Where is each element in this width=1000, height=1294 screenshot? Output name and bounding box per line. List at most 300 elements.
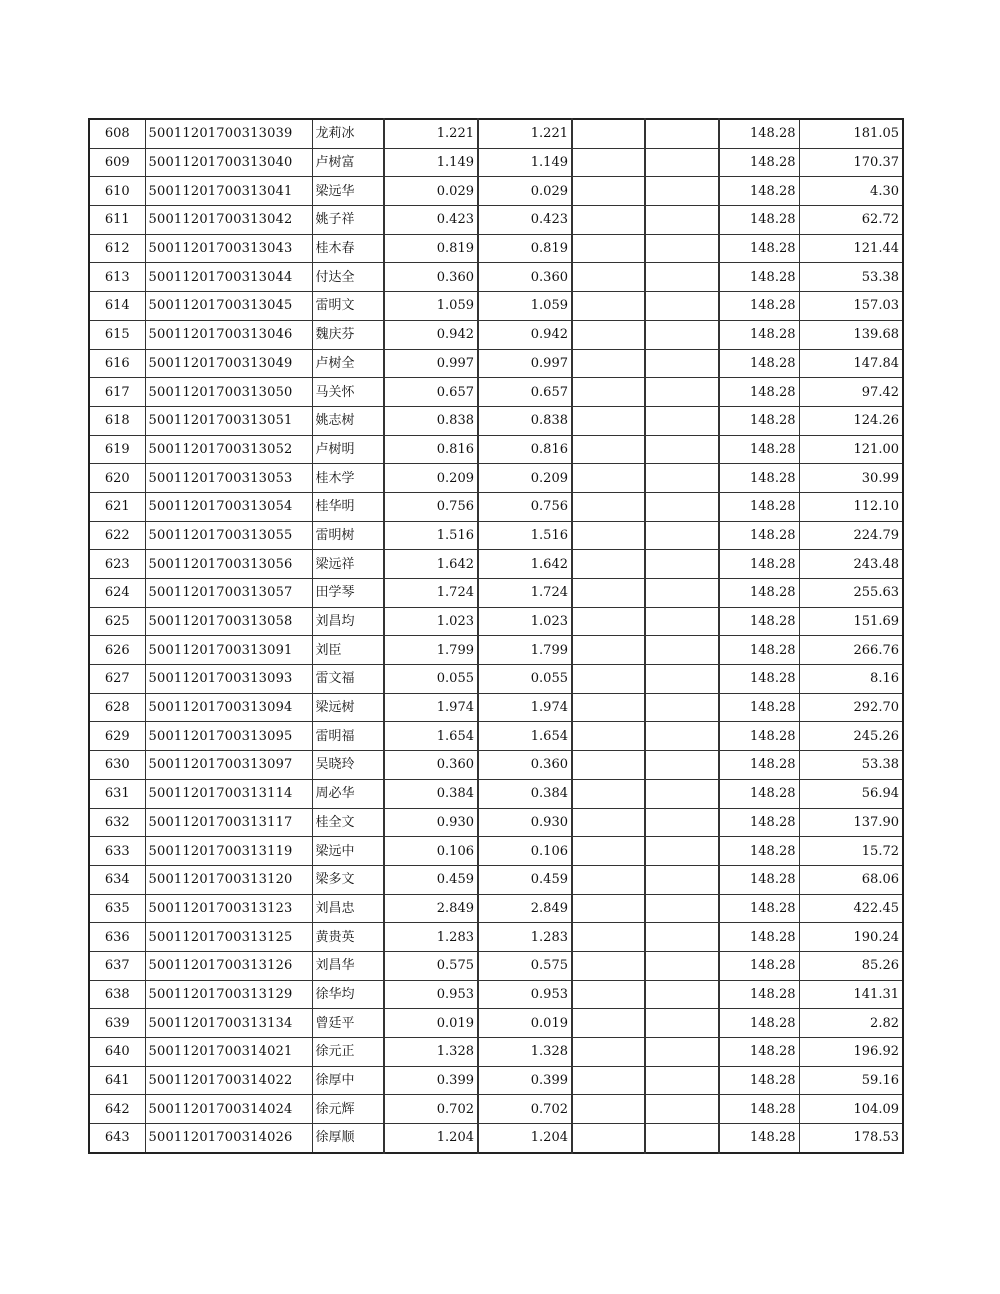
- blank-cell: [572, 1124, 645, 1153]
- amount-cell: 422.45: [799, 894, 903, 923]
- table-row: [89, 1009, 903, 1038]
- name-cell: 付达全: [312, 263, 384, 292]
- unit-price-cell: 148.28: [719, 808, 799, 837]
- blank-cell: [572, 1066, 645, 1095]
- household-id-cell: 50011201700313043: [145, 234, 312, 263]
- table-row: [89, 865, 903, 894]
- area-cell: 1.516: [384, 521, 478, 550]
- row-number-cell: 627: [89, 665, 145, 694]
- table-row: [89, 693, 903, 722]
- unit-price-cell: 148.28: [719, 1066, 799, 1095]
- name-cell: 曾廷平: [312, 1009, 384, 1038]
- amount-cell: 121.00: [799, 435, 903, 464]
- blank-cell: [645, 349, 719, 378]
- table-row: [89, 1066, 903, 1095]
- household-id-cell: 50011201700313093: [145, 665, 312, 694]
- blank-cell: [572, 177, 645, 206]
- table-row: [89, 550, 903, 579]
- table-row: [89, 292, 903, 321]
- row-number-cell: 619: [89, 435, 145, 464]
- area-cell: 0.756: [384, 492, 478, 521]
- household-id-cell: 50011201700313126: [145, 951, 312, 980]
- household-id-cell: 50011201700313055: [145, 521, 312, 550]
- blank-cell: [645, 579, 719, 608]
- confirmed-area-cell: 1.221: [478, 119, 572, 148]
- name-cell: 桂全文: [312, 808, 384, 837]
- blank-cell: [572, 292, 645, 321]
- row-number-cell: 638: [89, 980, 145, 1009]
- area-cell: 1.283: [384, 923, 478, 952]
- blank-cell: [572, 1038, 645, 1067]
- table-row: [89, 808, 903, 837]
- name-cell: 梁远中: [312, 837, 384, 866]
- confirmed-area-cell: 0.106: [478, 837, 572, 866]
- household-id-cell: 50011201700313050: [145, 378, 312, 407]
- household-id-cell: 50011201700313052: [145, 435, 312, 464]
- name-cell: 徐厚顺: [312, 1124, 384, 1153]
- name-cell: 黄贵英: [312, 923, 384, 952]
- unit-price-cell: 148.28: [719, 1009, 799, 1038]
- blank-cell: [645, 1095, 719, 1124]
- unit-price-cell: 148.28: [719, 779, 799, 808]
- table-row: [89, 1038, 903, 1067]
- blank-cell: [645, 1038, 719, 1067]
- area-cell: 1.724: [384, 579, 478, 608]
- amount-cell: 147.84: [799, 349, 903, 378]
- table-row: [89, 1124, 903, 1153]
- unit-price-cell: 148.28: [719, 1124, 799, 1153]
- area-cell: 0.209: [384, 464, 478, 493]
- blank-cell: [572, 579, 645, 608]
- confirmed-area-cell: 0.384: [478, 779, 572, 808]
- amount-cell: 196.92: [799, 1038, 903, 1067]
- amount-cell: 59.16: [799, 1066, 903, 1095]
- confirmed-area-cell: 0.360: [478, 263, 572, 292]
- area-cell: 0.360: [384, 751, 478, 780]
- area-cell: 0.819: [384, 234, 478, 263]
- table-row: [89, 263, 903, 292]
- area-cell: 1.654: [384, 722, 478, 751]
- blank-cell: [645, 751, 719, 780]
- blank-cell: [572, 263, 645, 292]
- amount-cell: 224.79: [799, 521, 903, 550]
- row-number-cell: 637: [89, 951, 145, 980]
- confirmed-area-cell: 1.023: [478, 607, 572, 636]
- blank-cell: [572, 320, 645, 349]
- area-cell: 0.384: [384, 779, 478, 808]
- blank-cell: [572, 550, 645, 579]
- household-id-cell: 50011201700314026: [145, 1124, 312, 1153]
- confirmed-area-cell: 1.149: [478, 148, 572, 177]
- confirmed-area-cell: 0.756: [478, 492, 572, 521]
- blank-cell: [572, 119, 645, 148]
- name-cell: 姚志树: [312, 406, 384, 435]
- blank-cell: [645, 951, 719, 980]
- amount-cell: 255.63: [799, 579, 903, 608]
- table-row: [89, 665, 903, 694]
- confirmed-area-cell: 0.055: [478, 665, 572, 694]
- name-cell: 卢树富: [312, 148, 384, 177]
- amount-cell: 112.10: [799, 492, 903, 521]
- blank-cell: [572, 206, 645, 235]
- unit-price-cell: 148.28: [719, 119, 799, 148]
- confirmed-area-cell: 0.019: [478, 1009, 572, 1038]
- row-number-cell: 642: [89, 1095, 145, 1124]
- area-cell: 0.106: [384, 837, 478, 866]
- blank-cell: [645, 1009, 719, 1038]
- blank-cell: [645, 320, 719, 349]
- blank-cell: [645, 263, 719, 292]
- confirmed-area-cell: 0.399: [478, 1066, 572, 1095]
- unit-price-cell: 148.28: [719, 923, 799, 952]
- confirmed-area-cell: 0.942: [478, 320, 572, 349]
- name-cell: 桂木春: [312, 234, 384, 263]
- blank-cell: [645, 406, 719, 435]
- amount-cell: 104.09: [799, 1095, 903, 1124]
- name-cell: 刘昌忠: [312, 894, 384, 923]
- area-cell: 1.059: [384, 292, 478, 321]
- name-cell: 刘臣: [312, 636, 384, 665]
- amount-cell: 243.48: [799, 550, 903, 579]
- household-id-cell: 50011201700313049: [145, 349, 312, 378]
- household-id-cell: 50011201700313117: [145, 808, 312, 837]
- amount-cell: 62.72: [799, 206, 903, 235]
- area-cell: 1.328: [384, 1038, 478, 1067]
- household-id-cell: 50011201700314024: [145, 1095, 312, 1124]
- unit-price-cell: 148.28: [719, 1038, 799, 1067]
- amount-cell: 2.82: [799, 1009, 903, 1038]
- confirmed-area-cell: 0.657: [478, 378, 572, 407]
- unit-price-cell: 148.28: [719, 607, 799, 636]
- amount-cell: 97.42: [799, 378, 903, 407]
- area-cell: 0.459: [384, 865, 478, 894]
- blank-cell: [572, 378, 645, 407]
- unit-price-cell: 148.28: [719, 263, 799, 292]
- confirmed-area-cell: 1.974: [478, 693, 572, 722]
- area-cell: 0.423: [384, 206, 478, 235]
- blank-cell: [645, 234, 719, 263]
- confirmed-area-cell: 1.204: [478, 1124, 572, 1153]
- row-number-cell: 608: [89, 119, 145, 148]
- unit-price-cell: 148.28: [719, 751, 799, 780]
- row-number-cell: 634: [89, 865, 145, 894]
- blank-cell: [645, 837, 719, 866]
- confirmed-area-cell: 0.029: [478, 177, 572, 206]
- household-id-cell: 50011201700313097: [145, 751, 312, 780]
- blank-cell: [572, 492, 645, 521]
- amount-cell: 85.26: [799, 951, 903, 980]
- row-number-cell: 615: [89, 320, 145, 349]
- table-row: [89, 837, 903, 866]
- household-id-cell: 50011201700313129: [145, 980, 312, 1009]
- name-cell: 卢树全: [312, 349, 384, 378]
- confirmed-area-cell: 0.459: [478, 865, 572, 894]
- confirmed-area-cell: 1.654: [478, 722, 572, 751]
- row-number-cell: 640: [89, 1038, 145, 1067]
- unit-price-cell: 148.28: [719, 1095, 799, 1124]
- table-row: [89, 320, 903, 349]
- area-cell: 1.221: [384, 119, 478, 148]
- table-row: [89, 894, 903, 923]
- unit-price-cell: 148.28: [719, 464, 799, 493]
- blank-cell: [645, 378, 719, 407]
- household-id-cell: 50011201700313056: [145, 550, 312, 579]
- area-cell: 0.997: [384, 349, 478, 378]
- blank-cell: [645, 722, 719, 751]
- name-cell: 徐元辉: [312, 1095, 384, 1124]
- row-number-cell: 624: [89, 579, 145, 608]
- household-id-cell: 50011201700313046: [145, 320, 312, 349]
- amount-cell: 157.03: [799, 292, 903, 321]
- confirmed-area-cell: 0.838: [478, 406, 572, 435]
- household-id-cell: 50011201700313042: [145, 206, 312, 235]
- table-row: [89, 492, 903, 521]
- amount-cell: 245.26: [799, 722, 903, 751]
- row-number-cell: 617: [89, 378, 145, 407]
- amount-cell: 121.44: [799, 234, 903, 263]
- name-cell: 雷明文: [312, 292, 384, 321]
- blank-cell: [645, 206, 719, 235]
- area-cell: 0.029: [384, 177, 478, 206]
- household-id-cell: 50011201700313123: [145, 894, 312, 923]
- household-id-cell: 50011201700313057: [145, 579, 312, 608]
- row-number-cell: 611: [89, 206, 145, 235]
- blank-cell: [645, 119, 719, 148]
- row-number-cell: 639: [89, 1009, 145, 1038]
- amount-cell: 139.68: [799, 320, 903, 349]
- area-cell: 0.575: [384, 951, 478, 980]
- table-row: [89, 521, 903, 550]
- name-cell: 梁多文: [312, 865, 384, 894]
- blank-cell: [645, 464, 719, 493]
- area-cell: 2.849: [384, 894, 478, 923]
- name-cell: 刘昌均: [312, 607, 384, 636]
- unit-price-cell: 148.28: [719, 980, 799, 1009]
- confirmed-area-cell: 1.516: [478, 521, 572, 550]
- blank-cell: [645, 693, 719, 722]
- row-number-cell: 625: [89, 607, 145, 636]
- name-cell: 徐厚中: [312, 1066, 384, 1095]
- blank-cell: [572, 636, 645, 665]
- unit-price-cell: 148.28: [719, 579, 799, 608]
- amount-cell: 266.76: [799, 636, 903, 665]
- table-row: [89, 636, 903, 665]
- confirmed-area-cell: 2.849: [478, 894, 572, 923]
- unit-price-cell: 148.28: [719, 693, 799, 722]
- blank-cell: [572, 980, 645, 1009]
- amount-cell: 190.24: [799, 923, 903, 952]
- area-cell: 1.204: [384, 1124, 478, 1153]
- table-row: [89, 579, 903, 608]
- household-id-cell: 50011201700313094: [145, 693, 312, 722]
- table-row: [89, 779, 903, 808]
- unit-price-cell: 148.28: [719, 665, 799, 694]
- blank-cell: [645, 808, 719, 837]
- confirmed-area-cell: 0.575: [478, 951, 572, 980]
- blank-cell: [645, 779, 719, 808]
- amount-cell: 68.06: [799, 865, 903, 894]
- blank-cell: [645, 521, 719, 550]
- unit-price-cell: 148.28: [719, 636, 799, 665]
- confirmed-area-cell: 1.799: [478, 636, 572, 665]
- row-number-cell: 629: [89, 722, 145, 751]
- area-cell: 0.930: [384, 808, 478, 837]
- table-row: [89, 378, 903, 407]
- area-cell: 0.838: [384, 406, 478, 435]
- unit-price-cell: 148.28: [719, 865, 799, 894]
- blank-cell: [645, 923, 719, 952]
- confirmed-area-cell: 0.423: [478, 206, 572, 235]
- blank-cell: [645, 148, 719, 177]
- blank-cell: [572, 751, 645, 780]
- row-number-cell: 610: [89, 177, 145, 206]
- unit-price-cell: 148.28: [719, 406, 799, 435]
- unit-price-cell: 148.28: [719, 492, 799, 521]
- name-cell: 梁远祥: [312, 550, 384, 579]
- unit-price-cell: 148.28: [719, 837, 799, 866]
- table-row: [89, 751, 903, 780]
- blank-cell: [572, 521, 645, 550]
- confirmed-area-cell: 1.283: [478, 923, 572, 952]
- area-cell: 0.055: [384, 665, 478, 694]
- name-cell: 梁远华: [312, 177, 384, 206]
- household-id-cell: 50011201700313044: [145, 263, 312, 292]
- household-id-cell: 50011201700313134: [145, 1009, 312, 1038]
- area-cell: 0.942: [384, 320, 478, 349]
- amount-cell: 181.05: [799, 119, 903, 148]
- amount-cell: 56.94: [799, 779, 903, 808]
- amount-cell: 170.37: [799, 148, 903, 177]
- unit-price-cell: 148.28: [719, 435, 799, 464]
- row-number-cell: 635: [89, 894, 145, 923]
- blank-cell: [572, 808, 645, 837]
- table-row: [89, 119, 903, 148]
- blank-cell: [645, 865, 719, 894]
- household-id-cell: 50011201700313041: [145, 177, 312, 206]
- row-number-cell: 626: [89, 636, 145, 665]
- confirmed-area-cell: 0.953: [478, 980, 572, 1009]
- table-row: [89, 435, 903, 464]
- row-number-cell: 633: [89, 837, 145, 866]
- blank-cell: [645, 607, 719, 636]
- blank-cell: [572, 837, 645, 866]
- area-cell: 0.953: [384, 980, 478, 1009]
- blank-cell: [572, 464, 645, 493]
- household-id-cell: 50011201700313095: [145, 722, 312, 751]
- area-cell: 1.149: [384, 148, 478, 177]
- table-row: [89, 206, 903, 235]
- unit-price-cell: 148.28: [719, 349, 799, 378]
- confirmed-area-cell: 1.724: [478, 579, 572, 608]
- row-number-cell: 630: [89, 751, 145, 780]
- blank-cell: [572, 435, 645, 464]
- area-cell: 1.642: [384, 550, 478, 579]
- name-cell: 周必华: [312, 779, 384, 808]
- name-cell: 魏庆芬: [312, 320, 384, 349]
- row-number-cell: 636: [89, 923, 145, 952]
- name-cell: 桂木学: [312, 464, 384, 493]
- name-cell: 姚子祥: [312, 206, 384, 235]
- row-number-cell: 623: [89, 550, 145, 579]
- amount-cell: 8.16: [799, 665, 903, 694]
- table-row: [89, 923, 903, 952]
- household-id-cell: 50011201700313039: [145, 119, 312, 148]
- household-id-cell: 50011201700313045: [145, 292, 312, 321]
- blank-cell: [572, 894, 645, 923]
- confirmed-area-cell: 0.360: [478, 751, 572, 780]
- blank-cell: [572, 865, 645, 894]
- household-id-cell: 50011201700314022: [145, 1066, 312, 1095]
- row-number-cell: 632: [89, 808, 145, 837]
- area-cell: 1.023: [384, 607, 478, 636]
- area-cell: 0.019: [384, 1009, 478, 1038]
- unit-price-cell: 148.28: [719, 722, 799, 751]
- name-cell: 雷文福: [312, 665, 384, 694]
- blank-cell: [572, 665, 645, 694]
- unit-price-cell: 148.28: [719, 550, 799, 579]
- blank-cell: [645, 1066, 719, 1095]
- table-row: [89, 1095, 903, 1124]
- household-id-cell: 50011201700313051: [145, 406, 312, 435]
- row-number-cell: 622: [89, 521, 145, 550]
- confirmed-area-cell: 0.702: [478, 1095, 572, 1124]
- row-number-cell: 620: [89, 464, 145, 493]
- data-table: [88, 118, 904, 1154]
- confirmed-area-cell: 1.059: [478, 292, 572, 321]
- amount-cell: 151.69: [799, 607, 903, 636]
- household-id-cell: 50011201700313040: [145, 148, 312, 177]
- table-row: [89, 148, 903, 177]
- row-number-cell: 612: [89, 234, 145, 263]
- household-id-cell: 50011201700313091: [145, 636, 312, 665]
- table-row: [89, 980, 903, 1009]
- unit-price-cell: 148.28: [719, 320, 799, 349]
- table-row: [89, 177, 903, 206]
- area-cell: 1.974: [384, 693, 478, 722]
- blank-cell: [645, 980, 719, 1009]
- blank-cell: [645, 550, 719, 579]
- amount-cell: 30.99: [799, 464, 903, 493]
- blank-cell: [645, 894, 719, 923]
- amount-cell: 15.72: [799, 837, 903, 866]
- household-id-cell: 50011201700313119: [145, 837, 312, 866]
- confirmed-area-cell: 0.930: [478, 808, 572, 837]
- row-number-cell: 643: [89, 1124, 145, 1153]
- amount-cell: 53.38: [799, 751, 903, 780]
- area-cell: 0.816: [384, 435, 478, 464]
- name-cell: 田学琴: [312, 579, 384, 608]
- row-number-cell: 609: [89, 148, 145, 177]
- unit-price-cell: 148.28: [719, 148, 799, 177]
- blank-cell: [572, 779, 645, 808]
- confirmed-area-cell: 1.642: [478, 550, 572, 579]
- row-number-cell: 628: [89, 693, 145, 722]
- unit-price-cell: 148.28: [719, 206, 799, 235]
- amount-cell: 178.53: [799, 1124, 903, 1153]
- blank-cell: [645, 665, 719, 694]
- table-row: [89, 607, 903, 636]
- blank-cell: [645, 492, 719, 521]
- row-number-cell: 618: [89, 406, 145, 435]
- confirmed-area-cell: 0.819: [478, 234, 572, 263]
- area-cell: 0.399: [384, 1066, 478, 1095]
- name-cell: 梁远树: [312, 693, 384, 722]
- household-id-cell: 50011201700313058: [145, 607, 312, 636]
- amount-cell: 4.30: [799, 177, 903, 206]
- unit-price-cell: 148.28: [719, 292, 799, 321]
- household-id-cell: 50011201700313120: [145, 865, 312, 894]
- table-row: [89, 951, 903, 980]
